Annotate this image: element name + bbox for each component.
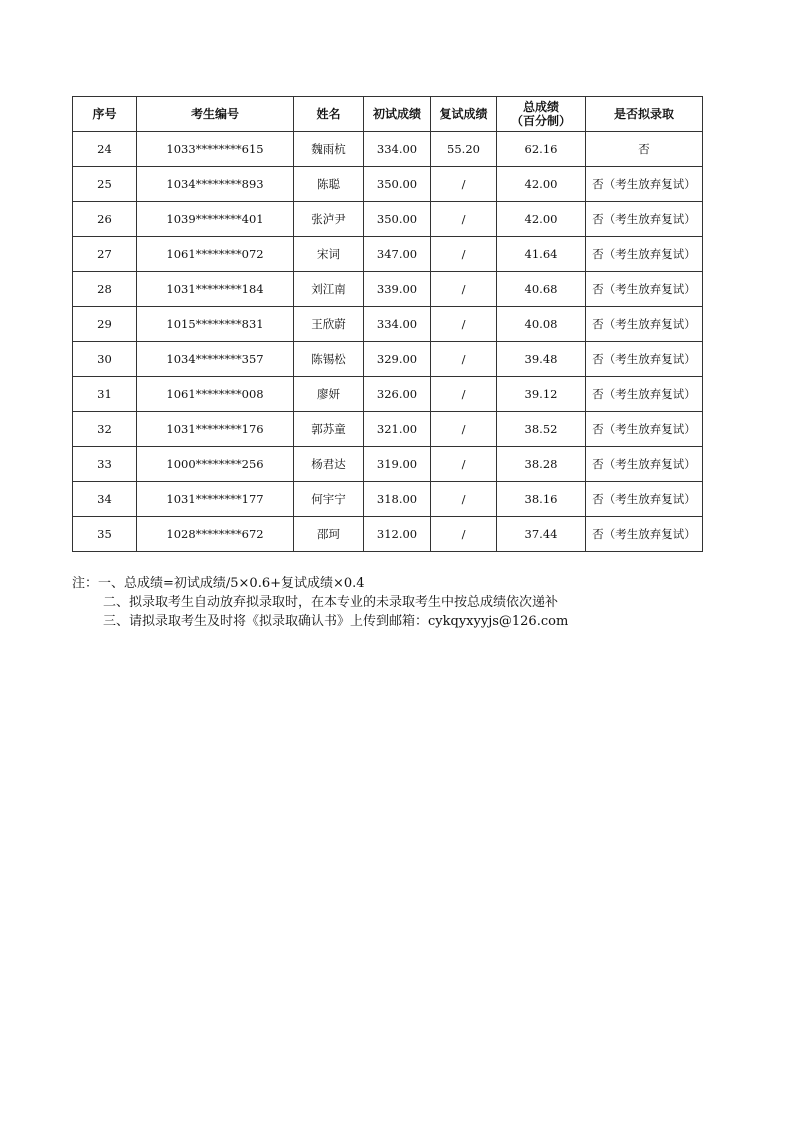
cell-exam-id: 1034********893 bbox=[137, 167, 294, 202]
header-name: 姓名 bbox=[294, 97, 364, 132]
cell-exam-id: 1000********256 bbox=[137, 447, 294, 482]
cell-retest-score: / bbox=[431, 412, 497, 447]
cell-exam-id: 1031********177 bbox=[137, 482, 294, 517]
table-row bbox=[73, 132, 703, 167]
cell-seq: 29 bbox=[73, 307, 137, 342]
cell-prelim-score: 329.00 bbox=[364, 342, 431, 377]
cell-name: 廖妍 bbox=[294, 377, 364, 412]
cell-name: 刘江南 bbox=[294, 272, 364, 307]
note-line-3: 三、请拟录取考生及时将《拟录取确认书》上传到邮箱：cykqyxyyjs@126.com bbox=[103, 614, 569, 629]
cell-admit: 否（考生放弃复试） bbox=[586, 307, 703, 342]
cell-admit: 否（考生放弃复试） bbox=[586, 167, 703, 202]
cell-total-score: 37.44 bbox=[497, 517, 586, 552]
cell-admit: 否（考生放弃复试） bbox=[586, 412, 703, 447]
cell-total-score: 40.08 bbox=[497, 307, 586, 342]
cell-seq: 31 bbox=[73, 377, 137, 412]
cell-name: 王欣蔚 bbox=[294, 307, 364, 342]
cell-prelim-score: 339.00 bbox=[364, 272, 431, 307]
cell-prelim-score: 350.00 bbox=[364, 202, 431, 237]
cell-prelim-score: 326.00 bbox=[364, 377, 431, 412]
header-total-line1: 总成绩 bbox=[522, 100, 559, 114]
cell-admit: 否（考生放弃复试） bbox=[586, 482, 703, 517]
note-line-2: 二、拟录取考生自动放弃拟录取时，在本专业的未录取考生中按总成绩依次递补 bbox=[103, 595, 559, 610]
table-row bbox=[73, 272, 703, 307]
cell-total-score: 38.16 bbox=[497, 482, 586, 517]
cell-name: 郭苏童 bbox=[294, 412, 364, 447]
cell-prelim-score: 334.00 bbox=[364, 307, 431, 342]
cell-exam-id: 1034********357 bbox=[137, 342, 294, 377]
cell-total-score: 42.00 bbox=[497, 167, 586, 202]
admission-score-table bbox=[72, 96, 703, 552]
header-admit: 是否拟录取 bbox=[586, 97, 703, 132]
cell-seq: 27 bbox=[73, 237, 137, 272]
cell-exam-id: 1031********184 bbox=[137, 272, 294, 307]
cell-retest-score: / bbox=[431, 377, 497, 412]
cell-total-score: 39.48 bbox=[497, 342, 586, 377]
cell-seq: 35 bbox=[73, 517, 137, 552]
cell-exam-id: 1039********401 bbox=[137, 202, 294, 237]
table-body bbox=[73, 132, 703, 552]
cell-prelim-score: 347.00 bbox=[364, 237, 431, 272]
cell-exam-id: 1061********008 bbox=[137, 377, 294, 412]
cell-total-score: 38.52 bbox=[497, 412, 586, 447]
cell-retest-score: / bbox=[431, 202, 497, 237]
cell-name: 邵珂 bbox=[294, 517, 364, 552]
cell-retest-score: / bbox=[431, 307, 497, 342]
cell-exam-id: 1028********672 bbox=[137, 517, 294, 552]
cell-name: 张泸尹 bbox=[294, 202, 364, 237]
cell-exam-id: 1031********176 bbox=[137, 412, 294, 447]
cell-prelim-score: 334.00 bbox=[364, 132, 431, 167]
cell-total-score: 38.28 bbox=[497, 447, 586, 482]
cell-retest-score: 55.20 bbox=[431, 132, 497, 167]
cell-name: 陈聪 bbox=[294, 167, 364, 202]
cell-total-score: 42.00 bbox=[497, 202, 586, 237]
header-prelim-score: 初试成绩 bbox=[364, 97, 431, 132]
table-row bbox=[73, 412, 703, 447]
cell-retest-score: / bbox=[431, 272, 497, 307]
cell-retest-score: / bbox=[431, 237, 497, 272]
header-seq: 序号 bbox=[73, 97, 137, 132]
cell-exam-id: 1033********615 bbox=[137, 132, 294, 167]
cell-admit: 否（考生放弃复试） bbox=[586, 517, 703, 552]
cell-admit: 否（考生放弃复试） bbox=[586, 377, 703, 412]
cell-seq: 24 bbox=[73, 132, 137, 167]
cell-seq: 26 bbox=[73, 202, 137, 237]
cell-seq: 28 bbox=[73, 272, 137, 307]
header-exam-id: 考生编号 bbox=[137, 97, 294, 132]
table-row bbox=[73, 307, 703, 342]
cell-seq: 25 bbox=[73, 167, 137, 202]
table-row bbox=[73, 237, 703, 272]
cell-exam-id: 1015********831 bbox=[137, 307, 294, 342]
table-row bbox=[73, 517, 703, 552]
cell-retest-score: / bbox=[431, 167, 497, 202]
cell-admit: 否（考生放弃复试） bbox=[586, 342, 703, 377]
cell-total-score: 41.64 bbox=[497, 237, 586, 272]
cell-name: 杨君达 bbox=[294, 447, 364, 482]
table-row bbox=[73, 447, 703, 482]
cell-admit: 否（考生放弃复试） bbox=[586, 447, 703, 482]
cell-retest-score: / bbox=[431, 517, 497, 552]
cell-prelim-score: 350.00 bbox=[364, 167, 431, 202]
cell-admit: 否（考生放弃复试） bbox=[586, 237, 703, 272]
cell-retest-score: / bbox=[431, 482, 497, 517]
table-row bbox=[73, 202, 703, 237]
cell-total-score: 40.68 bbox=[497, 272, 586, 307]
header-total-score bbox=[497, 97, 586, 132]
cell-seq: 34 bbox=[73, 482, 137, 517]
cell-total-score: 39.12 bbox=[497, 377, 586, 412]
cell-retest-score: / bbox=[431, 342, 497, 377]
cell-admit: 否 bbox=[586, 132, 703, 167]
table-row bbox=[73, 342, 703, 377]
cell-name: 宋词 bbox=[294, 237, 364, 272]
cell-admit: 否（考生放弃复试） bbox=[586, 272, 703, 307]
cell-total-score: 62.16 bbox=[497, 132, 586, 167]
cell-prelim-score: 319.00 bbox=[364, 447, 431, 482]
table-header-row bbox=[73, 97, 703, 132]
cell-prelim-score: 318.00 bbox=[364, 482, 431, 517]
notes-block bbox=[72, 574, 772, 631]
table-row bbox=[73, 167, 703, 202]
cell-name: 魏雨杭 bbox=[294, 132, 364, 167]
table-row bbox=[73, 377, 703, 412]
header-retest-score: 复试成绩 bbox=[431, 97, 497, 132]
cell-seq: 32 bbox=[73, 412, 137, 447]
cell-retest-score: / bbox=[431, 447, 497, 482]
cell-seq: 33 bbox=[73, 447, 137, 482]
header-total-line2: （百分制） bbox=[510, 114, 571, 128]
table-row bbox=[73, 482, 703, 517]
note-line-1: 注：一、总成绩=初试成绩/5×0.6+复试成绩×0.4 bbox=[72, 576, 365, 591]
cell-name: 何宇宁 bbox=[294, 482, 364, 517]
cell-seq: 30 bbox=[73, 342, 137, 377]
cell-prelim-score: 312.00 bbox=[364, 517, 431, 552]
cell-admit: 否（考生放弃复试） bbox=[586, 202, 703, 237]
cell-exam-id: 1061********072 bbox=[137, 237, 294, 272]
cell-name: 陈锡松 bbox=[294, 342, 364, 377]
cell-prelim-score: 321.00 bbox=[364, 412, 431, 447]
